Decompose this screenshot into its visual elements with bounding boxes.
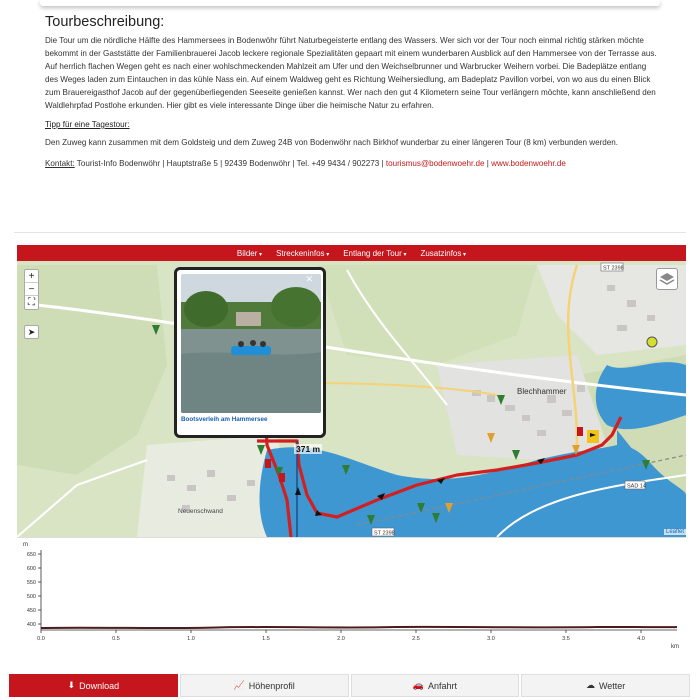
fullscreen-button[interactable]: ⛶ (28, 297, 35, 308)
zoom-out-button[interactable]: − (25, 283, 38, 296)
tab-hoehenprofil[interactable] (180, 674, 349, 697)
map-menu-entlang[interactable]: Entlang der Tour ▾ (343, 249, 406, 258)
road-label: ST 2398 (374, 530, 395, 537)
locate-icon[interactable]: ➤ (24, 325, 39, 339)
car-icon: 🚗 (412, 680, 424, 690)
x-tick-label: 3.5 (562, 636, 570, 642)
map-menu-streckeninfos[interactable]: Streckeninfos ▾ (276, 249, 329, 258)
contact-web-link[interactable]: www.bodenwoehr.de (491, 159, 566, 168)
zoom-in-button[interactable]: + (25, 270, 38, 283)
map-menu (17, 245, 686, 261)
download-icon: ⬇ (67, 680, 76, 690)
elevation-profile (17, 537, 686, 650)
y-tick-label: 400 (26, 622, 36, 628)
zoom-control (24, 269, 39, 310)
tab-label: Wetter (598, 680, 626, 691)
x-tick-label: 4.0 (637, 636, 645, 642)
tab-wetter[interactable] (521, 674, 690, 697)
town-label: Neuenschwand (178, 508, 223, 515)
y-tick-label: 550 (26, 580, 36, 586)
description-paragraph: Die Tour um die nördliche Hälfte des Hammersees in Bodenwöhr führt Naturbegeisterte entlang des Wassers. Wer sich vor der Tour noch einmal richtig stärken möchte bekommt in der Gaststätte der Familienbrauerei Jacob leckere regionale Spezialitäten gepaart mit einem wunderbaren Ausblick auf den Hammersee von der Terrasse aus. Auf herrlich flachen Wegen geht es nach einer wohlschmeckenden Mahlzeit am Ufer und den Weichselbrunner und Warbrucker Weihern vorbei. Die Badeplätze entlang des Weges laden zum Eintauchen in das kühle Nass ein. Auf einem Waldweg geht es Richtung Weihersiedlung, am Badeplatz Pavillon vorbei, von wo aus du einen Blick zum Brauereigasthof Jacob auf der gegenüberliegenden Seeseite genießen kannst. Wer nach den gut 4 Kilometern seine Tour verlängern möchte, kann anschließend den Waldlehrpfad Postlohe erkunden. Hier gibt es viele interessante Dinge über die heimische Natur zu erfahren. (45, 36, 657, 110)
top-card-edge (40, 0, 660, 6)
contact-text: Tourist-Info Bodenwöhr | Hauptstraße 5 | 92439 Bodenwöhr | Tel. +49 9434 / 902273 | (74, 159, 386, 168)
popup-close-icon[interactable]: ✕ (305, 274, 313, 284)
x-unit: km (671, 644, 679, 650)
tour-map[interactable] (17, 245, 686, 537)
y-tick-label: 600 (26, 566, 36, 572)
poi-popup[interactable] (174, 267, 326, 438)
map-menu-bilder[interactable]: Bilder ▾ (237, 249, 262, 258)
elevation-chart (17, 538, 686, 651)
distance-label: 371 m (296, 444, 321, 454)
contact-label: Kontakt: (45, 159, 75, 168)
town-label: Blechhammer (517, 387, 567, 396)
map-tiles (17, 245, 686, 537)
x-tick-label: 2.0 (337, 636, 345, 642)
y-unit: m (23, 542, 28, 548)
y-tick-label: 450 (26, 608, 36, 614)
tab-anfahrt[interactable] (351, 674, 520, 697)
detail-tabs (9, 674, 690, 697)
x-tick-label: 3.0 (487, 636, 495, 642)
road-label: ST 2398 (603, 265, 624, 272)
map-credit-link[interactable]: Leaflet (665, 529, 684, 535)
x-tick-label: 0.0 (37, 636, 45, 642)
tab-label: Download (79, 680, 120, 691)
map-menu-zusatzinfos[interactable]: Zusatzinfos ▾ (420, 249, 466, 258)
y-tick-label: 500 (26, 594, 36, 600)
popup-caption: Bootsverleih am Hammersee (181, 416, 268, 423)
tab-label: Anfahrt (427, 680, 457, 691)
tab-download[interactable] (9, 674, 178, 697)
contact-line (45, 157, 657, 170)
layers-icon[interactable] (656, 268, 678, 290)
tab-label: Höhenprofil (248, 680, 295, 691)
x-tick-label: 1.0 (187, 636, 195, 642)
x-tick-label: 2.5 (412, 636, 420, 642)
x-tick-label: 0.5 (112, 636, 120, 642)
y-tick-label: 650 (26, 552, 36, 558)
popup-photo (181, 274, 321, 413)
description-title: Tourbeschreibung: (45, 14, 165, 30)
contact-separator: | (484, 159, 492, 168)
x-tick-label: 1.5 (262, 636, 270, 642)
elevation-line (41, 627, 677, 628)
road-label: SAD 14 (627, 483, 646, 490)
contact-email-link[interactable]: tourismus@bodenwoehr.de (385, 159, 485, 168)
tip-heading: Tipp für eine Tagestour: (45, 120, 130, 129)
tour-description (45, 14, 657, 170)
divider (14, 232, 686, 233)
cloud-icon: ☁ (585, 680, 595, 690)
chart-icon: 📈 (233, 680, 245, 690)
tip-paragraph: Den Zuweg kann zusammen mit dem Goldsteig und dem Zuweg 24B von Bodenwöhr nach Birkhof wunderbar zu einer längeren Tour (8 km) verbunden werden. (45, 138, 619, 147)
